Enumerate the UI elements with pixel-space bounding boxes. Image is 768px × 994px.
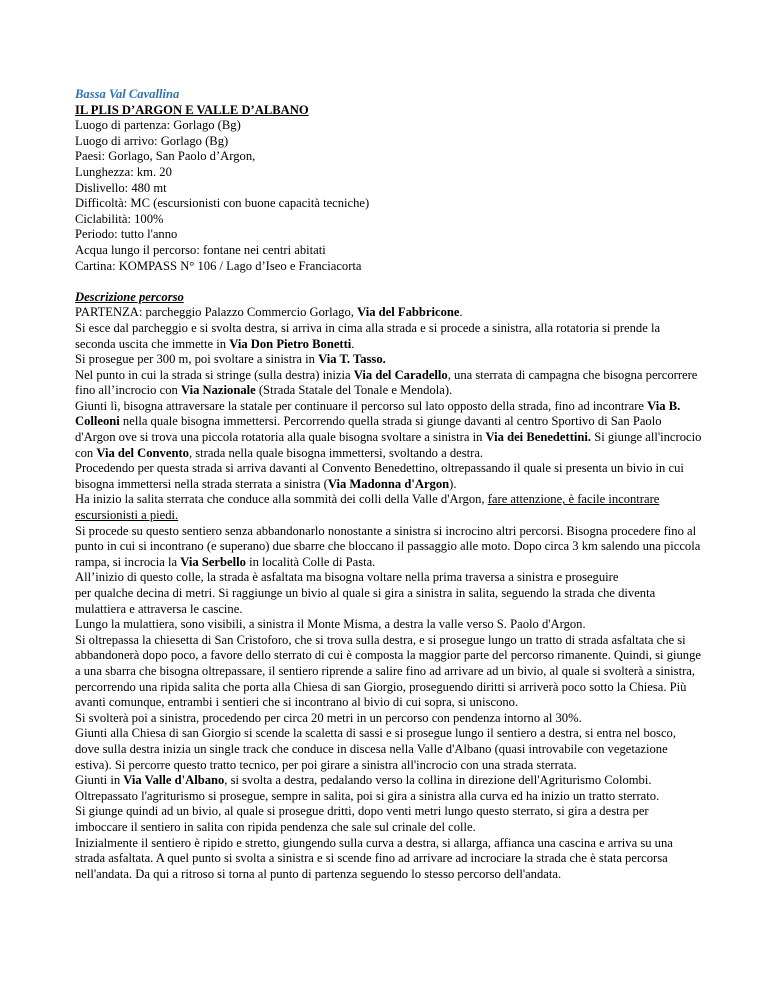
paragraph: [75, 492, 703, 523]
text: Procedendo per questa strada si arriva davanti al Convento Benedettino, oltrepassando il quale si presenta un bivio in cui bisogna immettersi nella strada sterrata a sinistra (: [75, 461, 684, 491]
street-name: Via del Convento: [96, 445, 189, 460]
text: Ha inizio la salita sterrata che conduce alla sommità dei colli della Valle d'Argon,: [75, 492, 488, 507]
paragraph: [75, 399, 703, 461]
text: Giunti lì, bisogna attraversare la statale per continuare il percorso sul lato opposto della strada, fino ad incontrare: [75, 398, 648, 413]
route-title: IL PLIS D’ARGON E VALLE D’ALBANO: [75, 102, 309, 117]
spacer: [75, 274, 703, 290]
text: Nel punto in cui la strada si stringe (sulla destra) inizia: [75, 367, 354, 382]
street-name: Via Valle d'Albano: [123, 773, 225, 788]
info-arrival: Luogo di arrivo: Gorlago (Bg): [75, 133, 229, 148]
description-heading: Descrizione percorso: [75, 289, 184, 304]
info-elevation: Dislivello: 480 mt: [75, 180, 167, 195]
paragraph: Inizialmente il sentiero è ripido e stretto, giungendo sulla curva a destra, si allarga, affianca una cascina e arriva su una strada asfaltata. A quel punto si svolta a sinistra e si scende fino ad arrivare ad incrociare la strada che è stata percorsa nell'andata. Da qui a ritroso si torna al punto di partenza seguendo lo stesso percorso dell'andata.: [75, 835, 673, 881]
paragraph: [75, 773, 703, 789]
text: per qualche decina di metri. Si raggiunge un bivio al quale si gira a sinistra in salita, seguendo la strada che diventa mulattiera e attraversa le cascine.: [75, 586, 656, 616]
info-water: Acqua lungo il percorso: fontane nei centri abitati: [75, 242, 326, 257]
street-name: Via Madonna d'Argon: [327, 476, 450, 491]
section-label: Bassa Val Cavallina: [75, 87, 180, 101]
street-name: Via del Fabbricone: [357, 305, 460, 320]
text: PARTENZA: parcheggio Palazzo Commercio Gorlago,: [75, 305, 358, 320]
street-name: Via dei Benedettini.: [485, 430, 592, 445]
text: (Strada Statale del Tonale e Mendola).: [255, 383, 453, 398]
text: Si esce dal parcheggio e si svolta destra, si arriva in cima alla strada e si procede a sinistra, alla rotatoria si prende la seconda uscita che immette in: [75, 320, 661, 351]
paragraph: Si svolterà poi a sinistra, procedendo per circa 20 metri in un percorso con pendenza intorno al 30%.: [75, 710, 582, 725]
text: ).: [449, 476, 457, 491]
text: , si svolta a destra, pedalando verso la collina in direzione dell'Agriturismo Colombi.: [224, 773, 652, 788]
info-rideability: Ciclabilità: 100%: [75, 211, 164, 226]
street-name: Via T. Tasso.: [318, 352, 386, 367]
info-towns: Paesi: Gorlago, San Paolo d’Argon,: [75, 149, 256, 164]
text: Si procede su questo sentiero senza abbandonarlo nonostante a sinistra si incrocino altri percorsi. Bisogna procedere fino al punto in cui si incontrano (e superano) due sbarre che bloccano il passaggio alle moto. Dopo circa 3 km salendo una piccola rampa, si incrocia la: [75, 523, 701, 569]
info-difficulty: Difficoltà: MC (escursionisti con buone capacità tecniche): [75, 196, 370, 211]
text: in località Colle di Pasta.: [245, 554, 376, 569]
text: .: [459, 305, 463, 320]
document-page: [75, 87, 703, 882]
street-name: Via Don Pietro Bonetti: [229, 336, 352, 351]
paragraph: Lungo la mulattiera, sono visibili, a sinistra il Monte Misma, a destra la valle verso S. Paolo d'Argon.: [75, 617, 586, 632]
info-period: Periodo: tutto l'anno: [75, 227, 178, 242]
info-start: Luogo di partenza: Gorlago (Bg): [75, 118, 241, 133]
street-name: Via del Caradello: [353, 367, 448, 382]
paragraph: Oltrepassato l'agriturismo si prosegue, sempre in salita, poi si gira a sinistra alla curva ed ha inizio un tratto sterrato.: [75, 788, 660, 803]
paragraph: [75, 570, 703, 617]
route-info: [75, 118, 703, 274]
text: All’inizio di questo colle, la strada è asfaltata ma bisogna voltare nella prima traversa a sinistra e proseguire: [75, 570, 619, 585]
paragraph: [75, 461, 703, 492]
text: Si giunge all'incrocio con: [75, 430, 702, 460]
paragraph: [75, 352, 703, 368]
street-name: Via Nazionale: [180, 383, 256, 398]
paragraph: Si oltrepassa la chiesetta di San Cristoforo, che si trova sulla destra, e si prosegue lungo un tratto di strada asfaltata che si abbandonerà dopo poco, a favore dello sterrato di cui è composta la maggior parte del percorso rimanente. Quindi, si giunge a una sbarra che bisogna oltrepassare, il sentiero riprende a salire fino ad arrivare ad un bivio, al quale si svolterà a sinistra, percorrendo una ripida salita che porta alla Chiesa di san Giorgio, proseguendo diritti si arriverà poco sotto la Chiesa. Più avanti comunque, entrambi i sentieri che si incontrano al bivio di cui sopra, si uniscono.: [75, 632, 701, 710]
paragraph: Giunti alla Chiesa di san Giorgio si scende la scaletta di sassi e si prosegue lungo il sentiero a destra, si entra nel bosco, dove sulla destra inizia un single track che conduce in discesa nella Valle d'Albano (quasi introvabile con vegetazione estiva). Si percorre questo tratto tecnico, per poi girare a sinistra all'incrocio con una strada sterrata.: [75, 726, 676, 772]
warning-note: fare attenzione, è facile incontrare escursionisti a piedi.: [75, 492, 660, 523]
paragraph: Si giunge quindi ad un bivio, al quale si prosegue dritti, dopo venti metri lungo questo sterrato, si gira a destra per imboccare il sentiero in salita con ripida pendenza che sale sul crinale del colle.: [75, 804, 649, 834]
text: .: [351, 336, 355, 351]
paragraph: [75, 305, 703, 321]
text: , strada nella quale bisogna immettersi, svoltando a destra.: [188, 445, 484, 460]
paragraph: [75, 524, 703, 571]
text: , una sterrata di campagna che bisogna percorrere fino all’incrocio con: [75, 367, 698, 398]
paragraph: [75, 321, 703, 352]
text: Si prosegue per 300 m, poi svoltare a sinistra in: [75, 352, 319, 367]
text: Giunti in: [75, 773, 124, 788]
info-map: Cartina: KOMPASS N° 106 / Lago d’Iseo e Franciacorta: [75, 258, 362, 273]
street-name: Via Serbello: [180, 554, 246, 569]
route-description: [75, 290, 703, 883]
paragraph: [75, 368, 703, 399]
street-name: Via B. Colleoni: [75, 398, 681, 429]
info-length: Lunghezza: km. 20: [75, 164, 172, 179]
text: nella quale bisogna immettersi. Percorrendo quella strada si giunge davanti al centro Sportivo di San Paolo d'Argon ove si trova una piccola rotatoria alla quale bisogna svoltare a sinistra in: [75, 414, 662, 445]
